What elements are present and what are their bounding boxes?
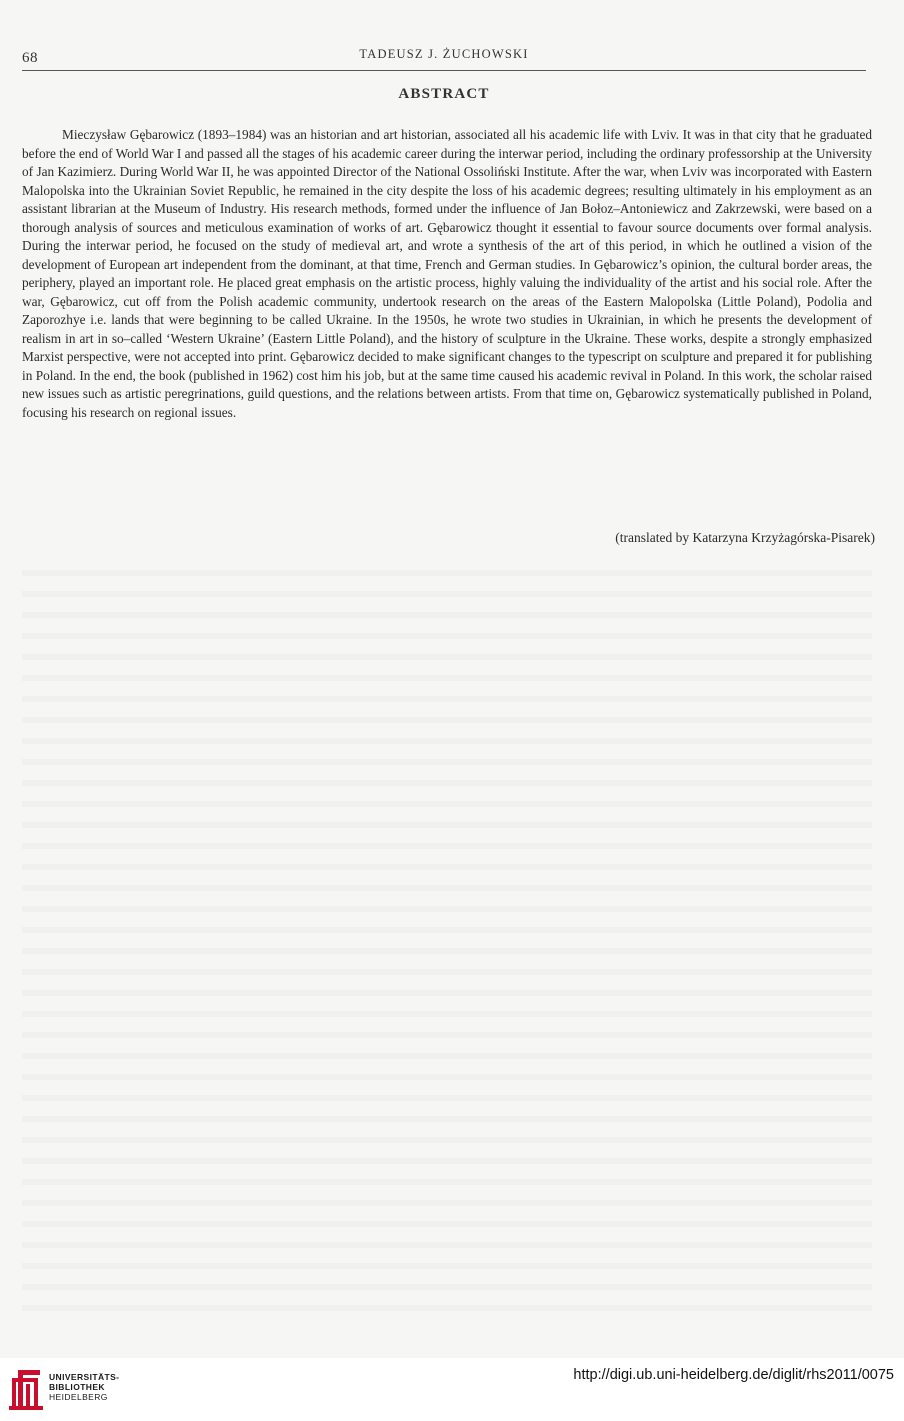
abstract-title: ABSTRACT — [398, 86, 490, 102]
logo-line-3: HEIDELBERG — [49, 1392, 108, 1402]
logo-line-1: UNIVERSITÄTS- — [49, 1372, 120, 1382]
viewer-footer — [0, 1358, 904, 1421]
logo-line-2: BIBLIOTHEK — [49, 1382, 105, 1392]
header-rule — [22, 70, 866, 71]
abstract-paragraph: Mieczysław Gębarowicz (1893–1984) was an historian and art historian, associated all his academic life with Lviv. It was in that city that he graduated before the end of World War I and passed all the stages of his academic career during the interwar period, including the ordinary professorship at the University of Jan Kazimierz. During World War II, he was appointed Director of the National Ossoliński Institute. After the war, when Lviv was incorporated with Eastern Malopolska into the Ukrainian Soviet Republic, he remained in the city despite the loss of his academic degrees; resulting ultimately in his employment as an assistant librarian at the Museum of Industry. His research methods, formed under the influence of Jan Bołoz–Antoniewicz and Zakrzewski, were based on a thorough analysis of sources and meticulous examination of works of art. Gębarowicz thought it essential to favour source documents over formal analysis. During the interwar period, he focused on the study of medieval art, and wrote a synthesis of the art of this period, in which he outlined a vision of the development of European art independent from the dominant, at that time, French and German studies. In Gębarowicz’s opinion, the cultural border areas, the periphery, played an important role. He placed great emphasis on the artistic process, highly valuing the individuality of the artist and his social role. After the war, Gębarowicz, cut off from the Polish academic community, undertook research on the areas of the Eastern Malopolska (Little Poland), Podolia and Zaporozhye i.e. lands that were beginning to be called Ukraine. In the 1950s, he wrote two studies in Ukrainian, in which he presents the development of realism in art in so–called ‘Western Ukraine’ (Eastern Little Poland), and the history of sculpture in the Ukraine. These works, despite a strongly emphasized Marxist perspective, were not accepted into print. Gębarowicz decided to make significant changes to the typescript on sculpture and prepared it for publishing in Poland. In the end, the book (published in 1962) cost him his job, but at the same time caused his academic revival in Poland. In this work, the scholar raised new issues such as artistic peregrinations, guild questions, and the relations between artists. From that time on, Gębarowicz systematically published in Poland, focusing his research on regional issues. — [22, 127, 872, 420]
library-logo-icon — [8, 1368, 46, 1412]
translator-credit: (translated by Katarzyna Krzyżagórska-Pisarek) — [615, 530, 875, 545]
source-url-link[interactable]: http://digi.ub.uni-heidelberg.de/diglit/rhs2011/0075 — [573, 1367, 894, 1383]
library-logo[interactable] — [8, 1366, 178, 1414]
library-logo-text — [49, 1372, 119, 1402]
running-head-author: TADEUSZ J. ŻUCHOWSKI — [359, 47, 529, 61]
page-number: 68 — [22, 50, 38, 66]
running-head — [22, 44, 866, 70]
show-through-background — [22, 560, 872, 1320]
